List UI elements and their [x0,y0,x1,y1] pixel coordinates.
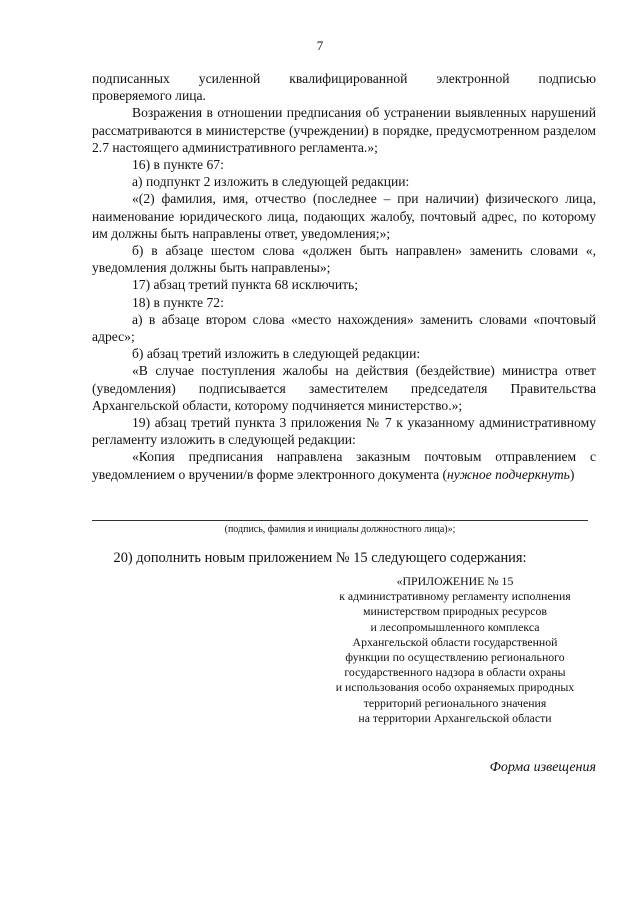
item-20: 20) дополнить новым приложением № 15 следующего содержания: [113,550,527,566]
document-body [92,70,596,483]
appendix-line: и использования особо охраняемых природных [335,680,575,695]
appendix-line: Архангельской области государственной [352,634,558,649]
list-item: а) подпункт 2 изложить в следующей редакции: [132,174,410,190]
italic-note: нужное подчеркнуть [447,466,570,482]
appendix-line: и лесопромышленного комплекса [370,619,540,634]
word: электронной [436,71,510,86]
word: усиленной [198,71,261,86]
list-item: 16) в пункте 67: [132,157,224,173]
text-line [92,70,596,87]
appendix-line: государственного надзора в области охраны [344,665,566,680]
list-item: 17) абзац третий пункта 68 исключить; [132,277,359,293]
list-item: а) в абзаце втором слова «место нахождения» заменить словами «почтовый адрес»; [92,311,596,345]
paragraph: Возражения в отношении предписания об устранении выявленных нарушений рассматриваются в министерстве (учреждении) в порядке, предусмотренном разделом 2.7 настоящего административного регламента.»; [92,105,596,155]
list-item: б) абзац третий изложить в следующей редакции: [132,346,421,362]
appendix-line: на территории Архангельской области [358,710,552,725]
signature-line [92,520,588,521]
form-title: Форма извещения [489,760,596,775]
list-item: 19) абзац третий пункта 3 приложения № 7 к указанному административному регламенту изложить в следующей редакции: [92,415,596,448]
paragraph [92,448,596,482]
appendix-line: функции по осуществлению регионального [345,650,565,665]
appendix-line: к административному регламенту исполнения [339,589,571,604]
appendix-line: министерством природных ресурсов [363,604,547,619]
paragraph: «В случае поступления жалобы на действия (бездействие) министра ответ (уведомления) подписывается заместителем председателя Правительства Архангельской области, которому подчиняется министерство.»; [92,363,596,413]
word: подписанных [92,71,170,86]
appendix-line: территорий регионального значения [363,695,547,710]
word: квалифицированной [289,71,408,86]
list-item: б) в абзаце шестом слова «должен быть направлен» заменить словами «, уведомления должны быть направлены»; [92,243,596,276]
word: подписью [538,71,596,86]
signature-caption: (подпись, фамилия и инициалы должностного лица)»; [224,524,456,535]
page-number: 7 [316,38,324,53]
quote-text: «Копия предписания направлена заказным почтовым отправлением с уведомлением о вручении/в форме электронного документа ( [92,449,596,482]
paragraph: проверяемого лица. [92,88,206,104]
list-item: 18) в пункте 72: [132,294,224,310]
appendix-header [300,574,610,726]
appendix-line: «ПРИЛОЖЕНИЕ № 15 [396,574,514,588]
paragraph: «(2) фамилия, имя, отчество (последнее – при наличии) физического лица, наименование юридического лица, подающих жалобу, почтовый адрес, по которому им должны быть направлены ответ, уведомления;»; [92,191,596,241]
quote-close: ) [569,466,575,482]
